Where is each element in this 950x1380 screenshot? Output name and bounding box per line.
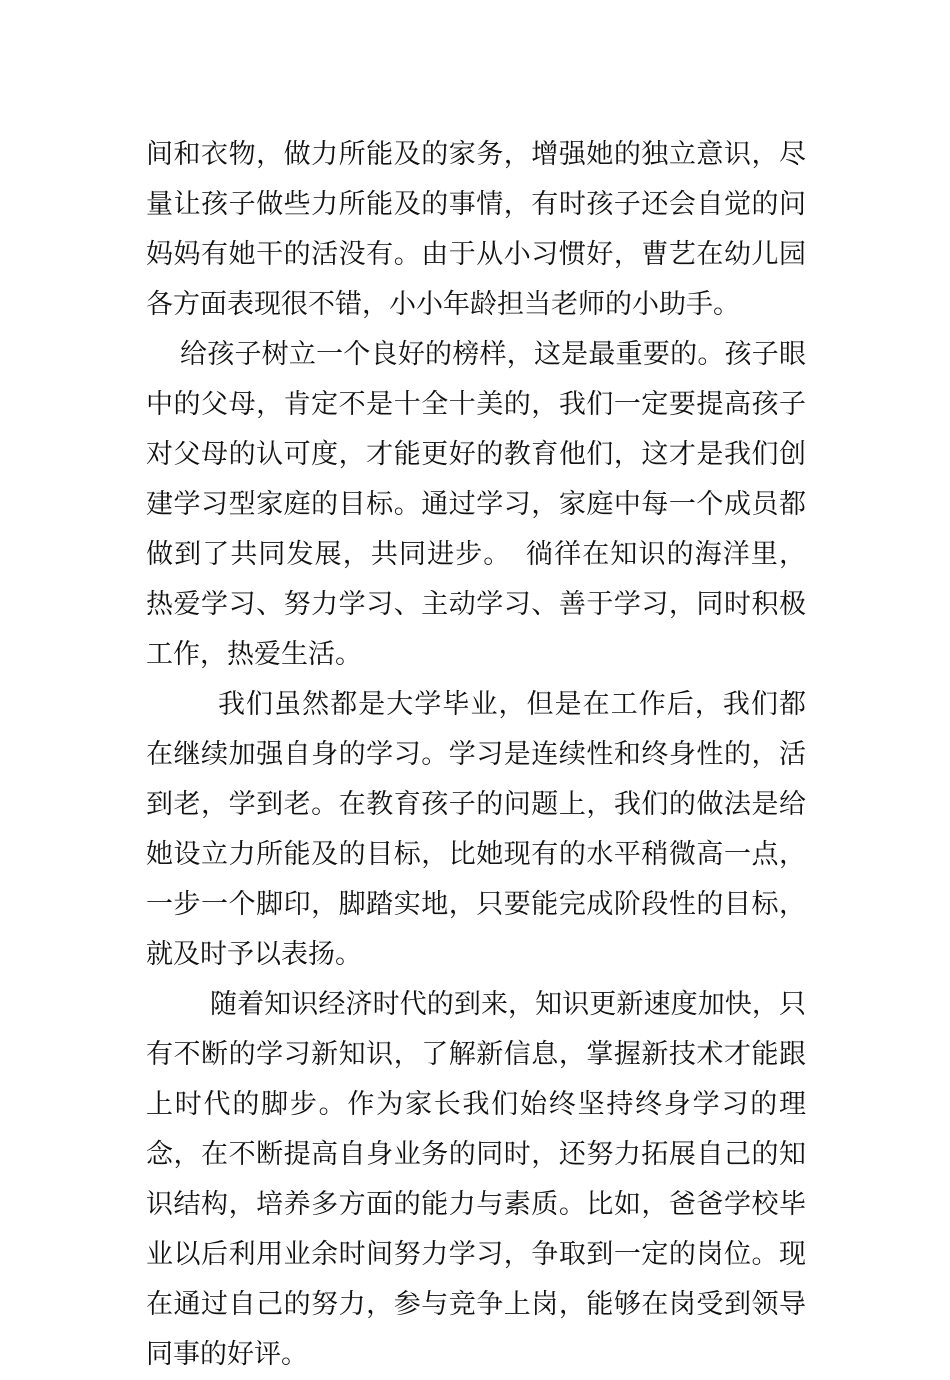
paragraph-continued-learning: 我们虽然都是大学毕业，但是在工作后，我们都在继续加强自身的学习。学习是连续性和终身性的，活到老，学到老。在教育孩子的问题上，我们的做法是给她设立力所能及的目标，比她现有的水平稍微高一点，一步一个脚印，脚踏实地，只要能完成阶段性的目标，就及时予以表扬。 bbox=[146, 689, 806, 970]
paragraph-household-chores: 间和衣物，做力所能及的家务，增强她的独立意识，尽量让孩子做些力所能及的事情，有时孩子还会自觉的问妈妈有她干的活没有。由于从小习惯好，曹艺在幼儿园各方面表现很不错，小小年龄担当老师的小助手。 bbox=[146, 139, 806, 320]
body-text bbox=[146, 130, 806, 1380]
paragraph-role-model: 给孩子树立一个良好的榜样，这是最重要的。孩子眼中的父母，肯定不是十全十美的，我们一定要提高孩子对父母的认可度，才能更好的教育他们，这才是我们创建学习型家庭的目标。通过学习，家庭中每一个成员都做到了共同发展，共同进步。 徜徉在知识的海洋里，热爱学习、努力学习、主动学习、善于学习，同时积极工作，热爱生活。 bbox=[146, 339, 806, 670]
paragraph-knowledge-economy: 随着知识经济时代的到来，知识更新速度加快，只有不断的学习新知识，了解新信息，掌握新技术才能跟上时代的脚步。作为家长我们始终坚持终身学习的理念，在不断提高自身业务的同时，还努力拓展自己的知识结构，培养多方面的能力与素质。比如，爸爸学校毕业以后利用业余时间努力学习，争取到一定的岗位。现在通过自己的努力，参与竞争上岗，能够在岗受到领导同事的好评。 bbox=[146, 989, 806, 1370]
